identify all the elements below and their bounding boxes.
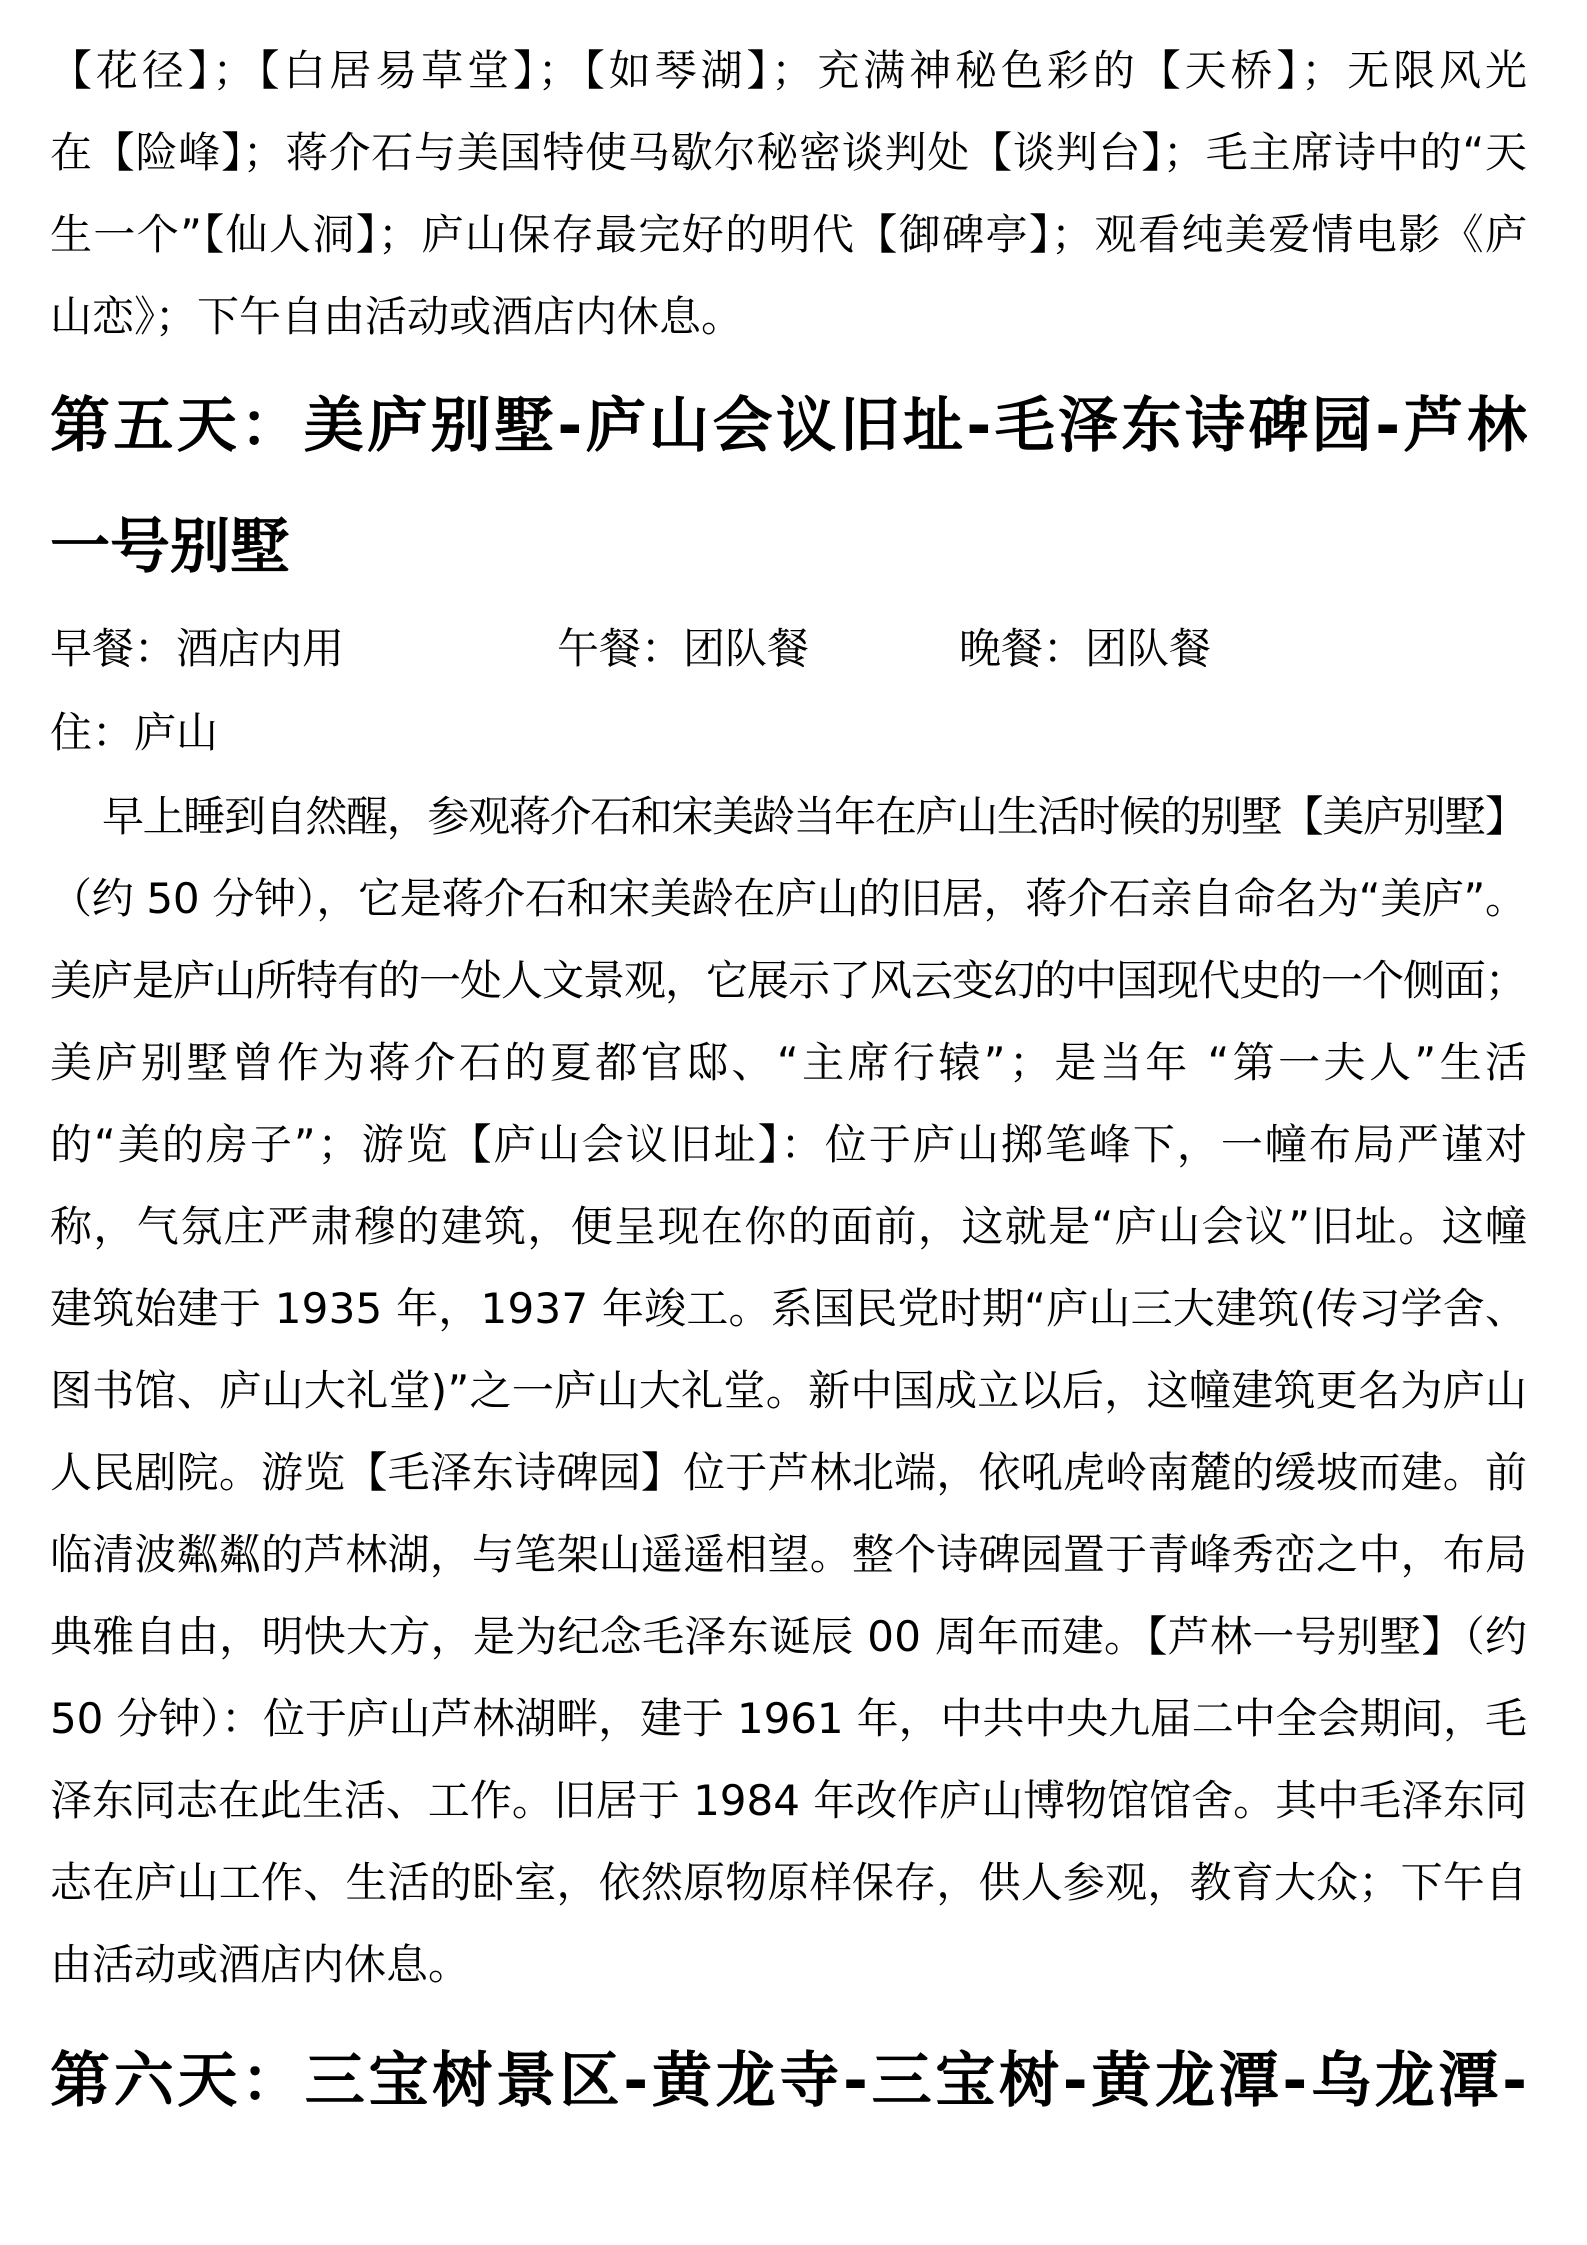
paragraph-line: 生一个”【仙人洞】；庐山保存最完好的明代【御碑亭】；观看纯美爱情电影《庐 [50, 210, 1529, 259]
lodging-info: 住：庐山 [50, 708, 219, 757]
paragraph-line: 美庐是庐山所特有的一处人文景观，它展示了风云变幻的中国现代史的一个侧面； [50, 956, 1526, 1005]
paragraph-line: 由活动或酒店内休息。 [50, 1940, 471, 1989]
meals-row [50, 608, 1527, 690]
day5-heading [50, 366, 1531, 608]
paragraph-line: 【花径】；【白居易草堂】；【如琴湖】；充满神秘色彩的【天桥】；无限风光 [50, 46, 1531, 95]
paragraph-line: 建筑始建于 1935 年，1937 年竣工。系国民党时期“庐山三大建筑(传习学舍、 [50, 1284, 1528, 1333]
day-heading-line: 一号别墅 [50, 512, 290, 582]
paragraph-line: 50 分钟）：位于庐山芦林湖畔，建于 1961 年，中共中央九届二中全会期间，毛 [50, 1694, 1527, 1743]
paragraph-line: 的“美的房子”；游览【庐山会议旧址】：位于庐山掷笔峰下，一幢布局严谨对 [50, 1120, 1530, 1169]
day-heading-line: 第五天：美庐别墅-庐山会议旧址-毛泽东诗碑园-芦林 [50, 391, 1531, 461]
paragraph-line: 人民剧院。游览【毛泽东诗碑园】位于芦林北端，依吼虎岭南麓的缓坡而建。前 [50, 1448, 1528, 1497]
paragraph-line: 称，气氛庄严肃穆的建筑，便呈现在你的面前，这就是“庐山会议”旧址。这幢 [50, 1202, 1529, 1251]
paragraph-line: 美庐别墅曾作为蒋介石的夏都官邸、“主席行辕”；是当年 “第一夫人”生活 [50, 1038, 1531, 1087]
dinner-info: 晚餐：团队餐 [959, 624, 1212, 673]
paragraph-line: 图书馆、庐山大礼堂)”之一庐山大礼堂。新中国成立以后，这幢建筑更名为庐山 [50, 1366, 1528, 1415]
day6-heading [50, 2021, 1531, 2142]
paragraph-line: 泽东同志在此生活、工作。旧居于 1984 年改作庐山博物馆馆舍。其中毛泽东同 [50, 1776, 1527, 1825]
day5-description [50, 776, 1531, 2006]
paragraph-line: 山恋》；下午自由活动或酒店内休息。 [50, 292, 744, 341]
paragraph-line: 在【险峰】；蒋介石与美国特使马歇尔秘密谈判处【谈判台】；毛主席诗中的“天 [50, 128, 1528, 177]
paragraph-line: （约 50 分钟），它是蒋介石和宋美龄在庐山的旧居，蒋介石亲自命名为“美庐”。 [50, 874, 1527, 923]
paragraph-line: 典雅自由，明快大方，是为纪念毛泽东诞辰 00 周年而建。【芦林一号别墅】（约 [50, 1612, 1528, 1661]
lunch-info: 午餐：团队餐 [557, 624, 810, 673]
document-page [50, 30, 1531, 2142]
day-heading-line: 第六天：三宝树景区-黄龙寺-三宝树-黄龙潭-乌龙潭- [50, 2046, 1531, 2116]
intro-paragraph [50, 30, 1531, 358]
paragraph-line: 早上睡到自然醒，参观蒋介石和宋美龄当年在庐山生活时候的别墅【美庐别墅】 [102, 792, 1526, 841]
paragraph-line: 临清波粼粼的芦林湖，与笔架山遥遥相望。整个诗碑园置于青峰秀峦之中，布局 [50, 1530, 1528, 1579]
paragraph-line: 志在庐山工作、生活的卧室，依然原物原样保存，供人参观，教育大众；下午自 [50, 1858, 1528, 1907]
breakfast-info: 早餐：酒店内用 [50, 624, 345, 673]
